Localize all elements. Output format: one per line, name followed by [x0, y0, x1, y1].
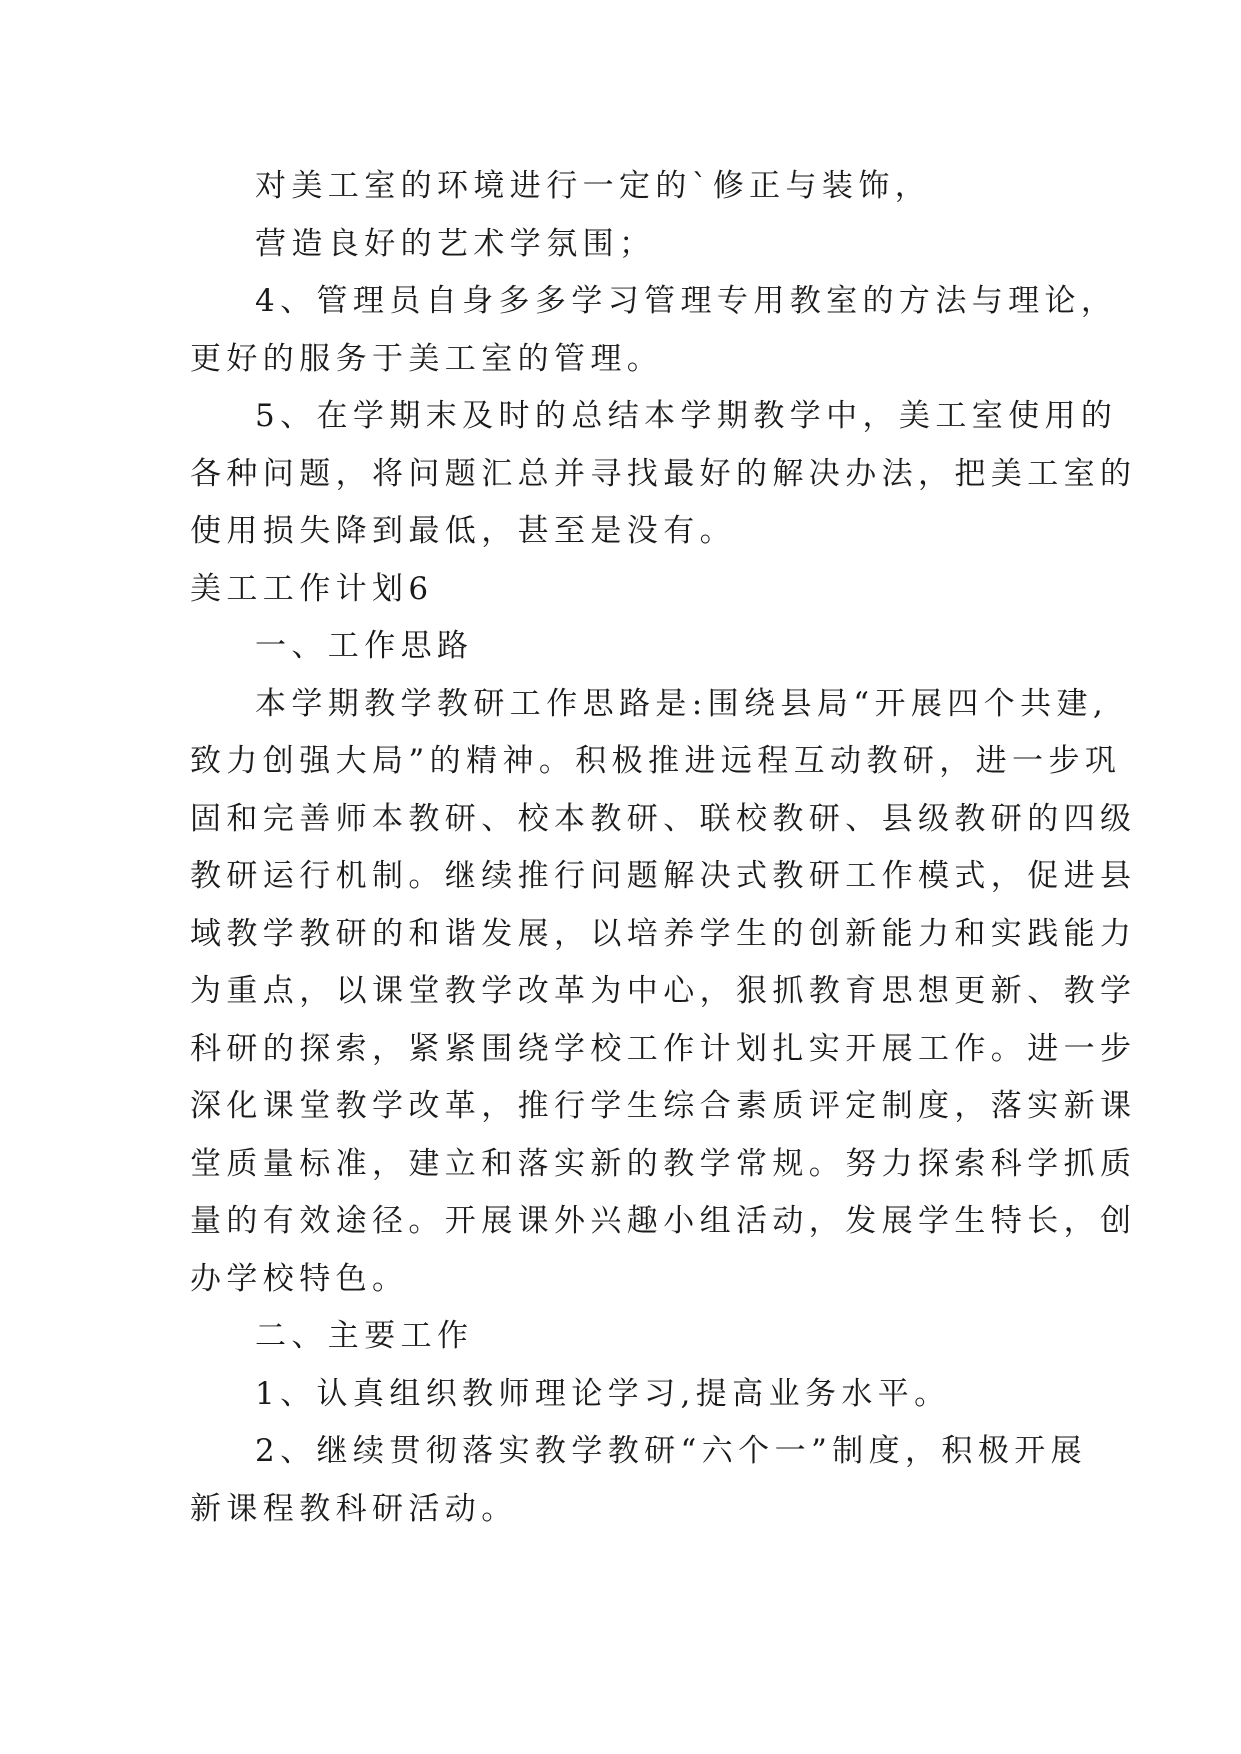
- text-line: 5、在学期末及时的总结本学期教学中，美工室使用的: [255, 398, 1118, 434]
- text-line: 1、认真组织教师理论学习,提高业务水平。: [255, 1375, 951, 1412]
- text-line: 对美工室的环境进行一定的`修正与装饰，: [255, 168, 932, 204]
- text-line: 域教学教研的和谐发展，以培养学生的创新能力和实践能力: [190, 915, 1137, 952]
- text-line: 本学期教学教研工作思路是:围绕县局“开展四个共建,: [255, 685, 1109, 722]
- text-line: 使用损失降到最低，甚至是没有。: [190, 513, 736, 549]
- text-line: 致力创强大局”的精神。积极推进远程互动教研，进一步巩: [190, 743, 1122, 779]
- text-line: 为重点，以课堂教学改革为中心，狠抓教育思想更新、教学: [190, 973, 1137, 1009]
- text-line: 量的有效途径。开展课外兴趣小组活动，发展学生特长，创: [190, 1203, 1137, 1239]
- subsection-heading: 二、主要工作: [255, 1318, 474, 1354]
- text-line: 4、管理员自身多多学习管理专用教室的方法与理论，: [255, 283, 1118, 319]
- document-body: [190, 158, 1137, 1538]
- text-line: 新课程教科研活动。: [190, 1490, 518, 1527]
- text-line: 办学校特色。: [190, 1260, 409, 1297]
- text-line: 堂质量标准，建立和落实新的教学常规。努力探索科学抓质: [190, 1145, 1137, 1182]
- text-line: 科研的探索，紧紧围绕学校工作计划扎实开展工作。进一步: [190, 1030, 1137, 1067]
- section-heading: 美工工作计划6: [190, 570, 434, 607]
- text-line: 深化课堂教学改革，推行学生综合素质评定制度，落实新课: [190, 1088, 1137, 1124]
- subsection-heading: 一、工作思路: [255, 628, 474, 664]
- text-line: 2、继续贯彻落实教学教研“六个一”制度，积极开展: [255, 1433, 1088, 1469]
- text-line: 各种问题，将问题汇总并寻找最好的解决办法，把美工室的: [190, 455, 1137, 492]
- text-line: 更好的服务于美工室的管理。: [190, 340, 664, 377]
- text-line: 营造良好的艺术学氛围；: [255, 225, 656, 262]
- text-line: 教研运行机制。继续推行问题解决式教研工作模式，促进县: [190, 858, 1137, 894]
- text-line: 固和完善师本教研、校本教研、联校教研、县级教研的四级: [190, 800, 1137, 837]
